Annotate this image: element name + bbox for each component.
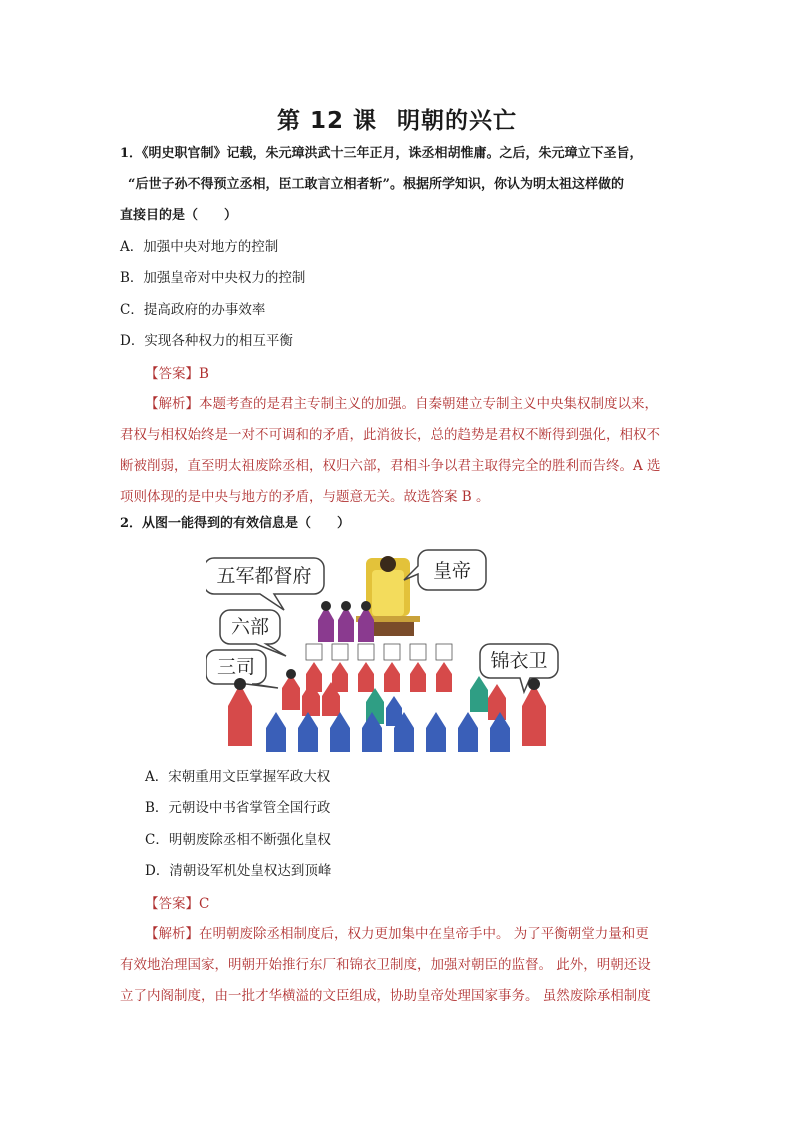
analysis-line-3: 断被削弱，直至明太祖废除丞相，权归六部，君相斗争以君主取得完全的胜利而告终。A 选 [120, 458, 661, 474]
question-2-option-c: C．明朝废除丞相不断强化皇权 [145, 832, 331, 848]
question-1-analysis [120, 389, 680, 513]
lesson-name: 明朝的兴亡 [397, 108, 518, 134]
analysis-tag: 【解析】 [145, 396, 199, 412]
answer-value: C [199, 896, 210, 912]
question-1-line-2: “后世子孙不得预立丞相，臣工敢言立相者斩”。根据所学知识，你认为明太祖这样做的 [128, 177, 624, 192]
analysis-line-4: 项则体现的是中央与地方的矛盾，与题意无关。故选答案 B 。 [120, 489, 490, 505]
court-structure-illustration [206, 540, 568, 754]
question-1-answer [145, 362, 209, 382]
answer-value: B [199, 366, 209, 382]
analysis-line-2: 有效地治理国家，明朝开始推行东厂和锦衣卫制度，加强对朝臣的监督。 此外，明朝还设 [120, 957, 651, 973]
question-1-stem [120, 138, 680, 231]
question-2-option-b: B．元朝设中书省掌管全国行政 [145, 800, 331, 816]
label-six-ministries: 六部 [230, 616, 270, 638]
question-1-line-1: 1．《明史职官制》记载，朱元璋洪武十三年正月，诛丞相胡惟庸。之后，朱元璋立下圣旨， [120, 146, 643, 161]
analysis-line-2: 君权与相权始终是一对不可调和的矛盾，此消彼长，总的趋势是君权不断得到强化，相权不 [120, 427, 660, 443]
answer-tag: 【答案】 [145, 366, 199, 382]
question-1-line-3: 直接目的是（ ） [120, 208, 238, 223]
analysis-line-3: 立了内阁制度，由一批才华横溢的文臣组成，协助皇帝处理国家事务。 虽然废除承相制度 [120, 988, 651, 1004]
question-1-option-c: C．提高政府的办事效率 [120, 302, 266, 318]
label-three-offices: 三司 [216, 656, 256, 678]
question-2-answer [145, 892, 209, 912]
page-title [0, 102, 794, 135]
question-2-stem: 2．从图一能得到的有效信息是（ ） [120, 516, 351, 531]
answer-tag: 【答案】 [145, 896, 199, 912]
label-emperor: 皇帝 [432, 560, 472, 582]
analysis-tag: 【解析】 [145, 926, 199, 942]
question-1-option-d: D．实现各种权力的相互平衡 [120, 333, 293, 349]
label-embroidered-guard: 锦衣卫 [490, 650, 548, 672]
analysis-line-1: 【解析】本题考查的是君主专制主义的加强。自秦朝建立专制主义中央集权制度以来， [145, 396, 658, 412]
question-1-option-b: B．加强皇帝对中央权力的控制 [120, 270, 306, 286]
analysis-line-1: 【解析】在明朝废除丞相制度后，权力更加集中在皇帝手中。 为了平衡朝堂力量和更 [145, 926, 649, 942]
five-armies-officials [318, 601, 374, 642]
question-2-option-a: A．宋朝重用文臣掌握军政大权 [145, 769, 331, 785]
question-2-analysis [120, 919, 680, 1012]
question-1-option-a: A．加强中央对地方的控制 [120, 239, 279, 255]
lesson-number: 第 12 课 [276, 108, 378, 134]
label-five-armies: 五军都督府 [216, 565, 312, 587]
question-2-option-d: D．清朝设军机处皇权达到顶峰 [145, 863, 332, 879]
